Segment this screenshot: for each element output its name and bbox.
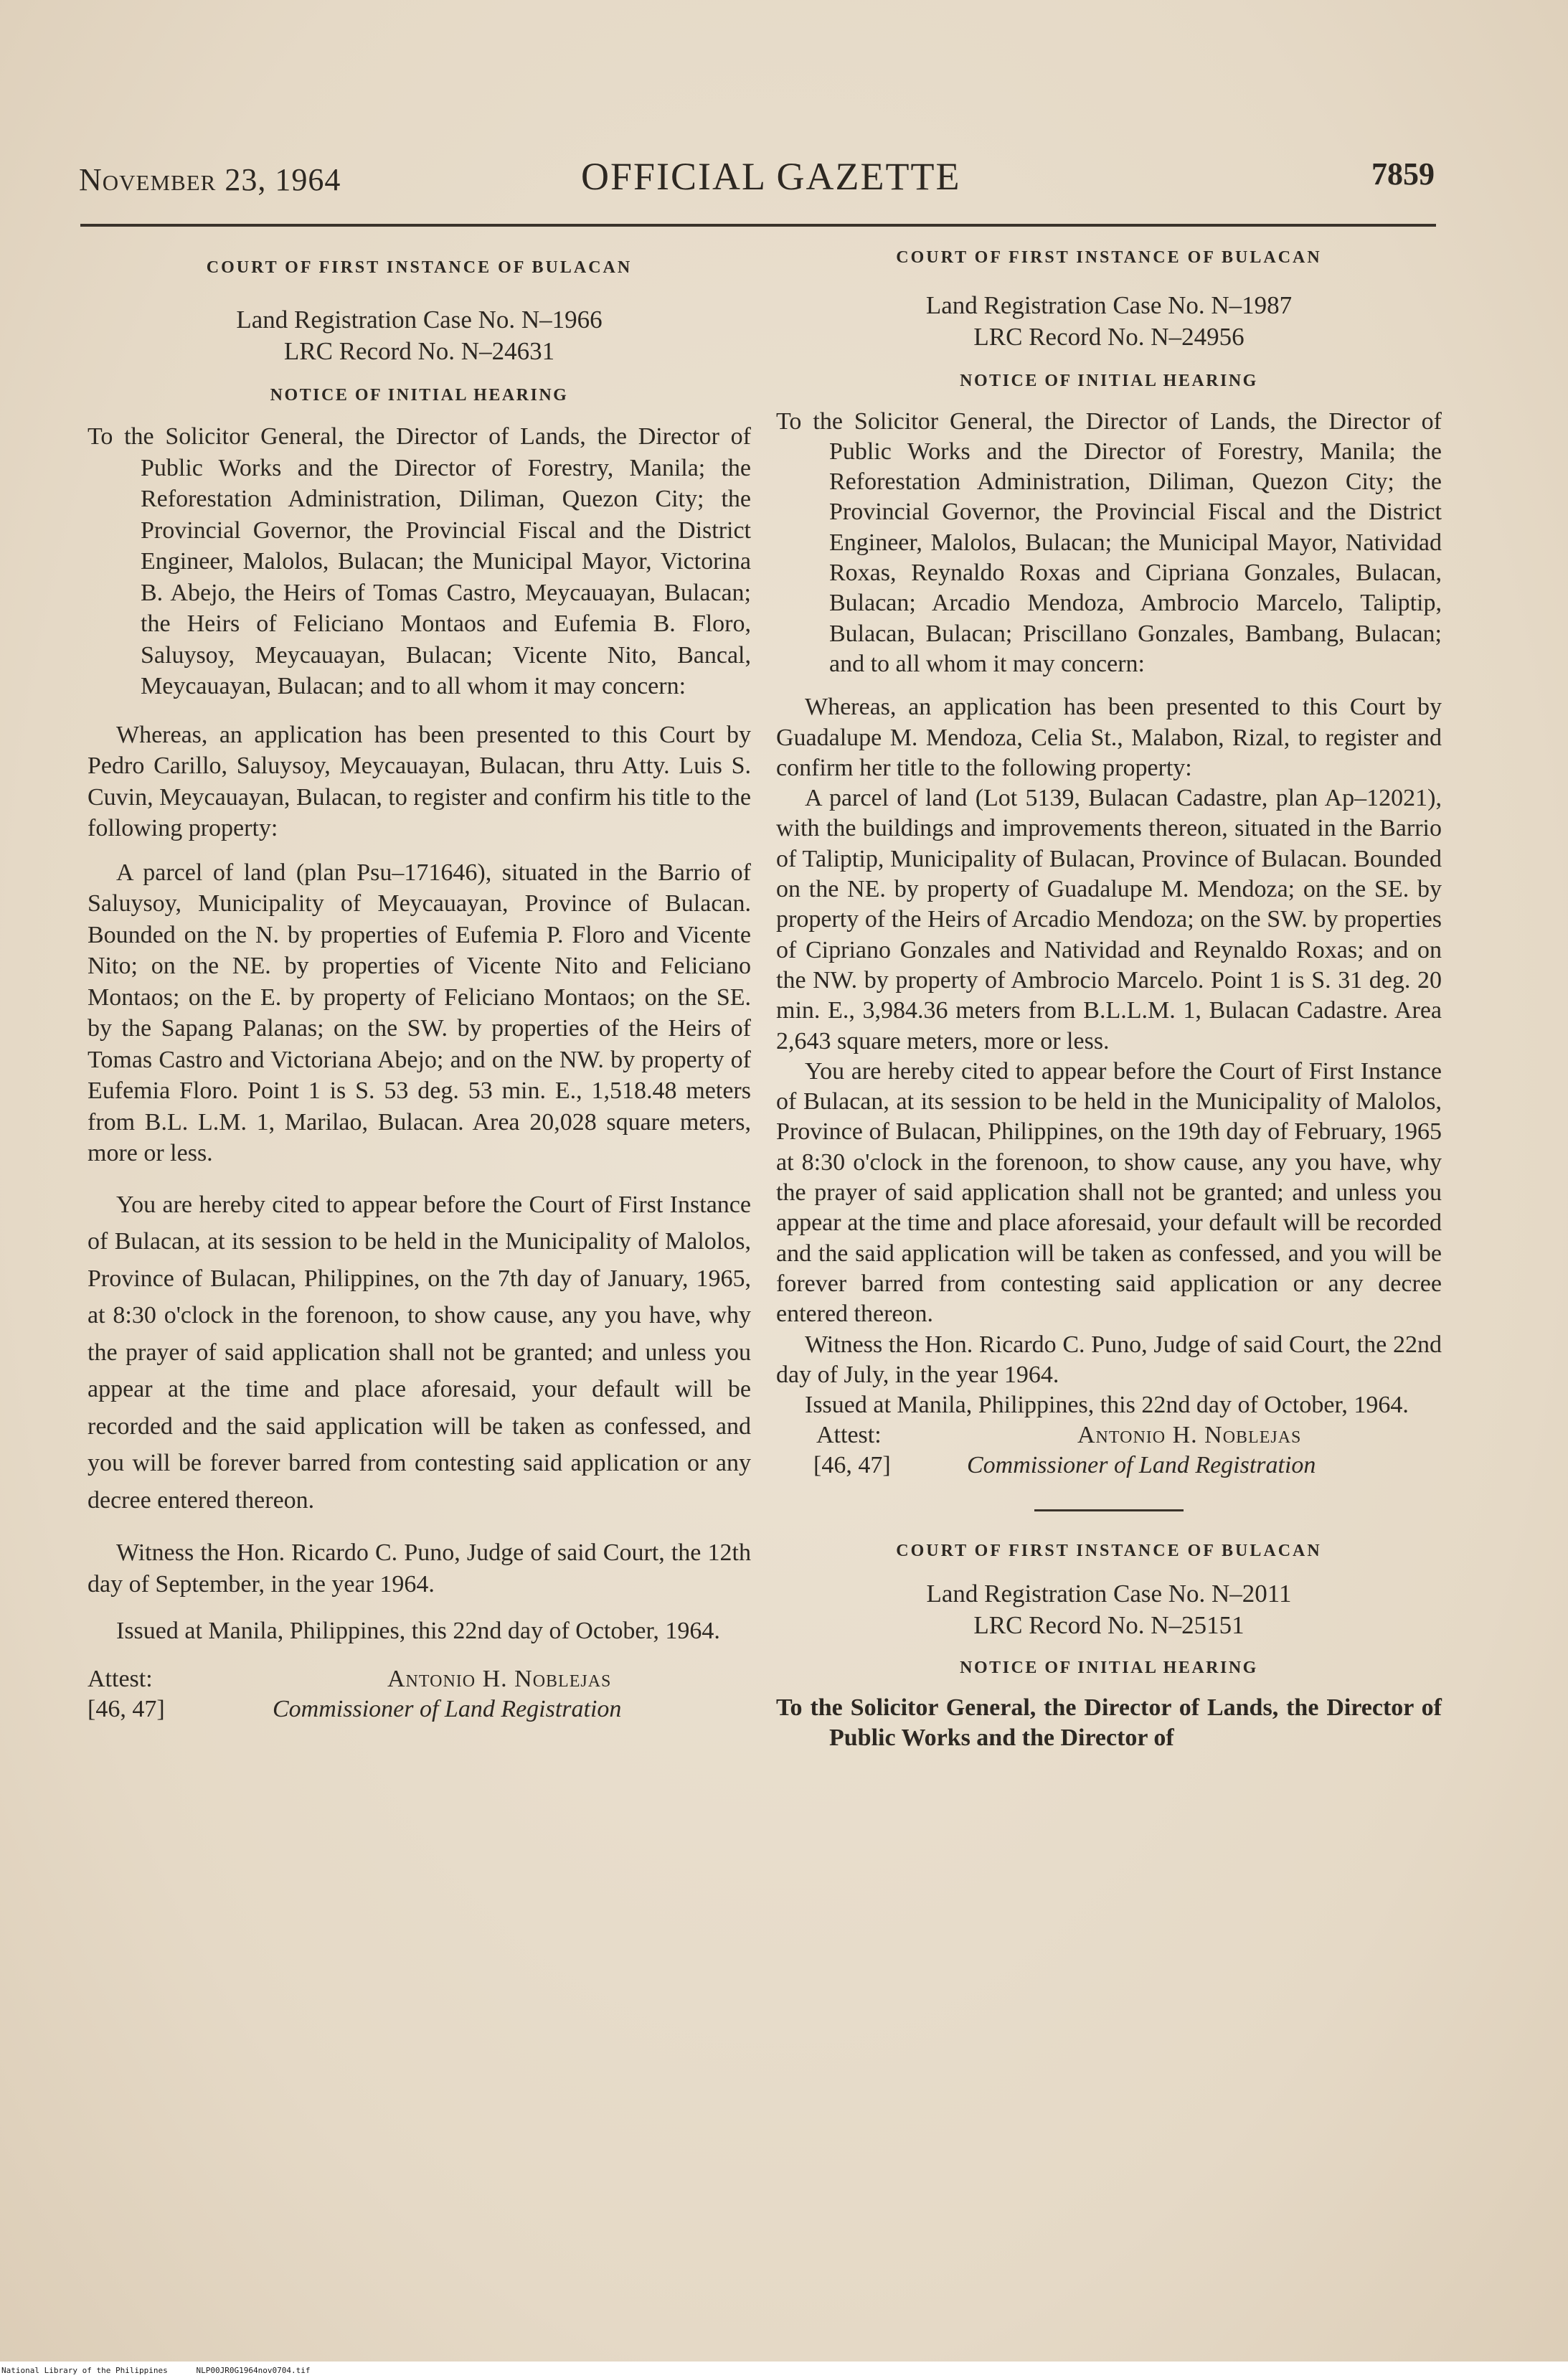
- addressees-paragraph: To the Solicitor General, the Director of Lands, the Director of Public Works and the Director of Forestry, Manila; the Reforestation Administration, Diliman, Quezon City; the Provincial Governor, the Provincial Fiscal and the District Engineer, Malolos, Bulacan; the Municipal Mayor, Natividad Roxas, Reynaldo Roxas and Cipriana Gonzales, Bulacan, Bulacan; Arcadio Mendoza, Ambrocio Marcelo, Taliptip, Bulacan, Bulacan; Priscillano Gonzales, Bambang, Bulacan; and to all whom it may concern:: [776, 407, 1442, 677]
- left-column: [88, 253, 751, 1724]
- issued-paragraph: Issued at Manila, Philippines, this 22nd day of October, 1964.: [116, 1618, 720, 1644]
- right-column: [776, 242, 1442, 1754]
- parcel-description: A parcel of land (Lot 5139, Bulacan Cadastre, plan Ap–12021), with the buildings and improvements thereon, situated in the Barrio of Taliptip, Municipality of Bulacan, Province of Bulacan. Bounded on the NE. by property of Guadalupe M. Mendoza; on the SE. by property of the Heirs of Arcadio Mendoza; on the SW. by properties of Cipriano Gonzales and Natividad and Reynaldo Roxas; and on the NW. by property of Ambrocio Marcelo. Point 1 is S. 31 deg. 20 min. E., 3,984.36 meters from B.L.L.M. 1, Bulacan Cadastre. Area 2,643 square meters, more or less.: [776, 785, 1442, 1054]
- notice-title: NOTICE OF INITIAL HEARING: [960, 372, 1258, 391]
- lrc-record: LRC Record No. N–24956: [973, 323, 1245, 351]
- notice-title: NOTICE OF INITIAL HEARING: [960, 1658, 1258, 1677]
- case-number: Land Registration Case No. N–1987: [925, 291, 1293, 320]
- attestation-block: [776, 1420, 1442, 1481]
- whereas-paragraph: Whereas, an application has been presented to this Court by Pedro Carillo, Saluysoy, Meycauayan, Bulacan, thru Atty. Luis S. Cuvin, Meycauayan, Bulacan, to register and confirm his title to the following property:: [88, 721, 751, 841]
- case-number: Land Registration Case No. N–2011: [926, 1579, 1292, 1608]
- publication-title: OFFICIAL GAZETTE: [581, 155, 961, 198]
- citation-paragraph: You are hereby cited to appear before the Court of First Instance of Bulacan, at its session to be held in the Municipality of Malolos, Province of Bulacan, Philippines, on the 7th day of January, 1965, at 8:30 o'clock in the forenoon, to show cause, any you have, why the prayer of said application shall not be granted; and unless you appear at the time and place aforesaid, your default will be recorded and the said application will be taken as confessed, and you will be forever barred from contesting said application or any decree entered thereon.: [88, 1191, 751, 1514]
- parcel-description: A parcel of land (plan Psu–171646), situated in the Barrio of Saluysoy, Municipality of Meycauayan, Province of Bulacan. Bounded on the N. by properties of Eufemia P. Floro and Vicente Nito; on the NE. by properties of Vicente Nito and Feliciano Montaos; on the E. by property of Feliciano Montaos; on the SE. by the Sapang Palanas; on the SW. by properties of the Heirs of Tomas Castro and Victoriana Abejo; and on the NW. by property of Eufemia Floro. Point 1 is S. 53 deg. 53 min. E., 1,518.48 meters from B.L. L.M. 1, Marilao, Bulacan. Area 20,028 square meters, more or less.: [88, 859, 751, 1166]
- scan-footer: [1, 2366, 311, 2375]
- case-number: Land Registration Case No. N–1966: [236, 305, 603, 334]
- notice-title: NOTICE OF INITIAL HEARING: [270, 385, 569, 405]
- attestation-block: [88, 1664, 751, 1724]
- court-heading: COURT OF FIRST INSTANCE OF BULACAN: [206, 258, 633, 277]
- court-heading: COURT OF FIRST INSTANCE OF BULACAN: [896, 248, 1322, 267]
- signatory-name: Antonio H. Noblejas: [387, 1665, 612, 1692]
- library-credit: National Library of the Philippines: [1, 2366, 168, 2375]
- reference-number: [46, 47]: [813, 1452, 891, 1479]
- file-name: NLP00JR0G1964nov0704.tif: [196, 2366, 311, 2375]
- attest-label: Attest:: [88, 1665, 153, 1692]
- attest-label: Attest:: [816, 1422, 882, 1449]
- lrc-record: LRC Record No. N–24631: [283, 336, 555, 365]
- signatory-title: Commissioner of Land Registration: [967, 1452, 1316, 1479]
- issued-paragraph: Issued at Manila, Philippines, this 22nd day of October, 1964.: [805, 1392, 1409, 1419]
- witness-paragraph: Witness the Hon. Ricardo C. Puno, Judge of said Court, the 12th day of September, in the year 1964.: [88, 1539, 751, 1598]
- lrc-record: LRC Record No. N–25151: [973, 1610, 1245, 1639]
- addressees-paragraph: To the Solicitor General, the Director of Lands, the Director of Public Works and the Director of: [776, 1694, 1442, 1752]
- signatory-title: Commissioner of Land Registration: [273, 1695, 622, 1722]
- header-rule: [80, 224, 1436, 227]
- citation-paragraph: You are hereby cited to appear before the Court of First Instance of Bulacan, at its session to be held in the Municipality of Malolos, Province of Bulacan, Philippines, on the 19th day of February, 1965 at 8:30 o'clock in the forenoon, to show cause, any you have, why the prayer of said application shall not be granted; and unless you appear at the time and place aforesaid, your default will be recorded and the said application will be taken as confessed, and you will be forever barred from contesting said application or any decree entered thereon.: [776, 1057, 1442, 1328]
- court-heading: COURT OF FIRST INSTANCE OF BULACAN: [896, 1542, 1322, 1561]
- whereas-paragraph: Whereas, an application has been presented to this Court by Guadalupe M. Mendoza, Celia St., Malabon, Rizal, to register and confirm her title to the following property:: [776, 694, 1442, 781]
- addressees-paragraph: To the Solicitor General, the Director of Lands, the Director of Public Works and the Director of Forestry, Manila; the Reforestation Administration, Diliman, Quezon City; the Provincial Governor, the Provincial Fiscal and the District Engineer, Malolos, Bulacan; the Municipal Mayor, Victorina B. Abejo, the Heirs of Tomas Castro, Meycauayan, Bulacan; the Heirs of Feliciano Montaos and Eufemia B. Floro, Saluysoy, Meycauayan, Bulacan; Vicente Nito, Bancal, Meycauayan, Bulacan; and to all whom it may concern:: [88, 423, 751, 699]
- page-number: 7859: [1371, 156, 1435, 192]
- issue-date: November 23, 1964: [79, 162, 341, 197]
- page-header: [79, 147, 1435, 204]
- witness-paragraph: Witness the Hon. Ricardo C. Puno, Judge of said Court, the 22nd day of July, in the year 1964.: [776, 1331, 1442, 1388]
- signatory-name: Antonio H. Noblejas: [1077, 1422, 1302, 1449]
- reference-number: [46, 47]: [88, 1695, 165, 1722]
